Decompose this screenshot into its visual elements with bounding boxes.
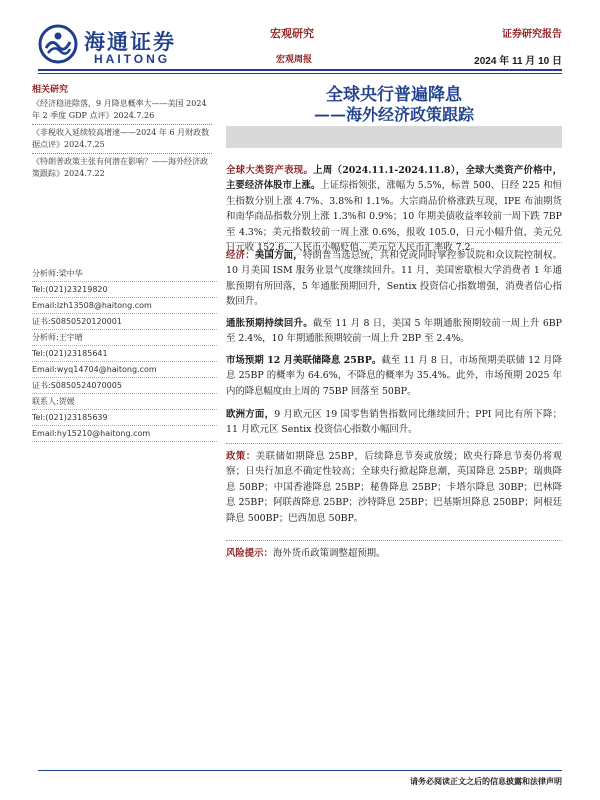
analyst-tel: Tel:(021)23185641	[32, 346, 217, 362]
report-type: 宏观研究	[270, 27, 314, 40]
contact-tel: Tel:(021)23185639	[32, 410, 217, 426]
section-fed-expectation	[226, 353, 562, 399]
section-lead: 政策：	[226, 451, 256, 462]
section-text: 上证综指领张，涨幅为 5.5%，标普 500、日经 225 和恒生指数分别上涨 4.7%、3.8%和 1.1%。大宗商品价格涨跌互现，IPE 布油期货和南华商品指数分别上涨 1.3%和 0.9%；10 年期美债收益率较前一周下跌 7BP 至 4.3%；美元指数较前一周上涨 0.6%，报收 105.0，日元小幅升值，美元兑日元收 152.6，人民币小幅贬值，美元兑人民币汇率收 7.2。	[226, 180, 562, 254]
analyst-role: 分析师:王宇晴	[32, 330, 217, 346]
header-rule-thin	[38, 73, 562, 74]
report-date: 2024 年 11 月 10 日	[474, 56, 562, 67]
analyst-email[interactable]: Email:lzh13508@haitong.com	[32, 298, 217, 314]
analyst-cert: 证书:S0850520120001	[32, 314, 217, 330]
related-item[interactable]: 《非税收入延续较高增速——2024 年 6 月财政数据点评》2024.7.25	[32, 128, 210, 149]
section-inflation	[226, 316, 562, 347]
report-subtitle: ——海外经济政策跟踪	[313, 105, 474, 124]
related-research-heading: 相关研究	[32, 85, 69, 95]
section-economy	[226, 248, 562, 310]
section-text: 9 月欧元区 19 国零售销售指数同比继续回升；PPI 同比有所下降；11 月欧元区 Sentix 投资信心指数小幅回升。	[226, 409, 562, 436]
related-item[interactable]: 《经济稳进除落，9 月降息概率大——美国 2024 年 2 季度 GDP 点评》2024.7.26	[32, 99, 207, 120]
analyst-role: 分析师:梁中华	[32, 266, 217, 282]
related-item[interactable]: 《特朗普政策主张有何潜在影响？——海外经济政策跟踪》2024.7.22	[32, 157, 208, 178]
analyst-block	[32, 266, 217, 442]
section-bold: 上周（2024.11.1-2024.11.8），全球大类资产价格中，主要经济体股市上涨。	[226, 165, 562, 192]
logo-english-name: HAITONG	[94, 52, 171, 66]
logo-chinese-name: 海通证券	[84, 29, 176, 54]
analyst-cert: 证书:S0850524070005	[32, 378, 217, 394]
section-lead: 经济：	[226, 250, 255, 261]
divider	[226, 242, 562, 243]
section-lead: 风险提示：	[226, 548, 273, 559]
divider	[32, 124, 212, 125]
footer-disclaimer[interactable]: 请务必阅读正文之后的信息披露和法律声明	[410, 776, 562, 786]
contact-email[interactable]: Email:hy15210@haitong.com	[32, 426, 217, 442]
haitong-emblem-icon	[38, 24, 78, 64]
header-rule	[38, 69, 562, 71]
section-bold: 美国方面，	[254, 250, 303, 261]
haitong-logo	[38, 22, 188, 70]
section-lead: 全球大类资产表现。	[226, 165, 314, 176]
footer-rule	[38, 770, 562, 771]
title-band	[226, 126, 562, 148]
section-bold: 市场预期 12 月美联储降息 25BP。	[226, 355, 382, 366]
section-policy	[226, 449, 562, 526]
section-text: 特朗普当选总统，共和党或同时掌控参议院和众议院控制权。10 月美国 ISM 服务业景气度继续回升。11 月，美国密歇根大学消费者 1 年通胀预期有所回落，5 年通胀预期回升，Sentix 投资信心指数增强，消费者信心指数回升。	[226, 250, 562, 308]
report-title: 全球央行普遍降息	[326, 85, 462, 105]
related-research	[32, 84, 212, 181]
report-subtype: 宏观周报	[276, 55, 313, 65]
section-text: 截至 11 月 8 日，市场预期美联储 12 月降息 25BP 的概率为 64.6%，不降息的概率为 35.4%。此外，市场预期 2025 年内的降息幅度由上周的 75BP 回落至 50BP。	[226, 355, 562, 397]
section-text: 截至 11 月 8 日，美国 5 年期通胀预期较前一周上升 6BP 至 2.4%，10 年期通胀预期较前一周上升 2BP 至 2.4%。	[226, 318, 562, 345]
report-category: 证券研究报告	[502, 29, 562, 40]
section-risk	[226, 546, 562, 561]
analyst-tel: Tel:(021)23219820	[32, 282, 217, 298]
divider	[32, 153, 212, 154]
section-bold: 欧洲方面，	[226, 409, 275, 420]
analyst-email[interactable]: Email:wyq14704@haitong.com	[32, 362, 217, 378]
divider	[226, 540, 562, 541]
section-bold: 通胀预期持续回升。	[226, 318, 313, 329]
contact-role: 联系人:贺媛	[32, 394, 217, 410]
divider	[226, 443, 562, 444]
section-text: 海外货币政策调整超预期。	[272, 548, 386, 559]
section-europe	[226, 407, 562, 438]
section-text: 美联储如期降息 25BP，后续降息节奏或放缓；欧央行降息节奏仍将观察；日央行加息不确定性较高；全球央行掀起降息潮，英国降息 25BP；瑞典降息 50BP；中国香港降息 25BP；秘鲁降息 25BP；卡塔尔降息 30BP；巴林降息 25BP；阿联酋降息 25BP；沙特降息 25BP；巴基斯坦降息 250BP；阿根廷降息 500BP；巴西加息 50BP。	[226, 451, 562, 524]
